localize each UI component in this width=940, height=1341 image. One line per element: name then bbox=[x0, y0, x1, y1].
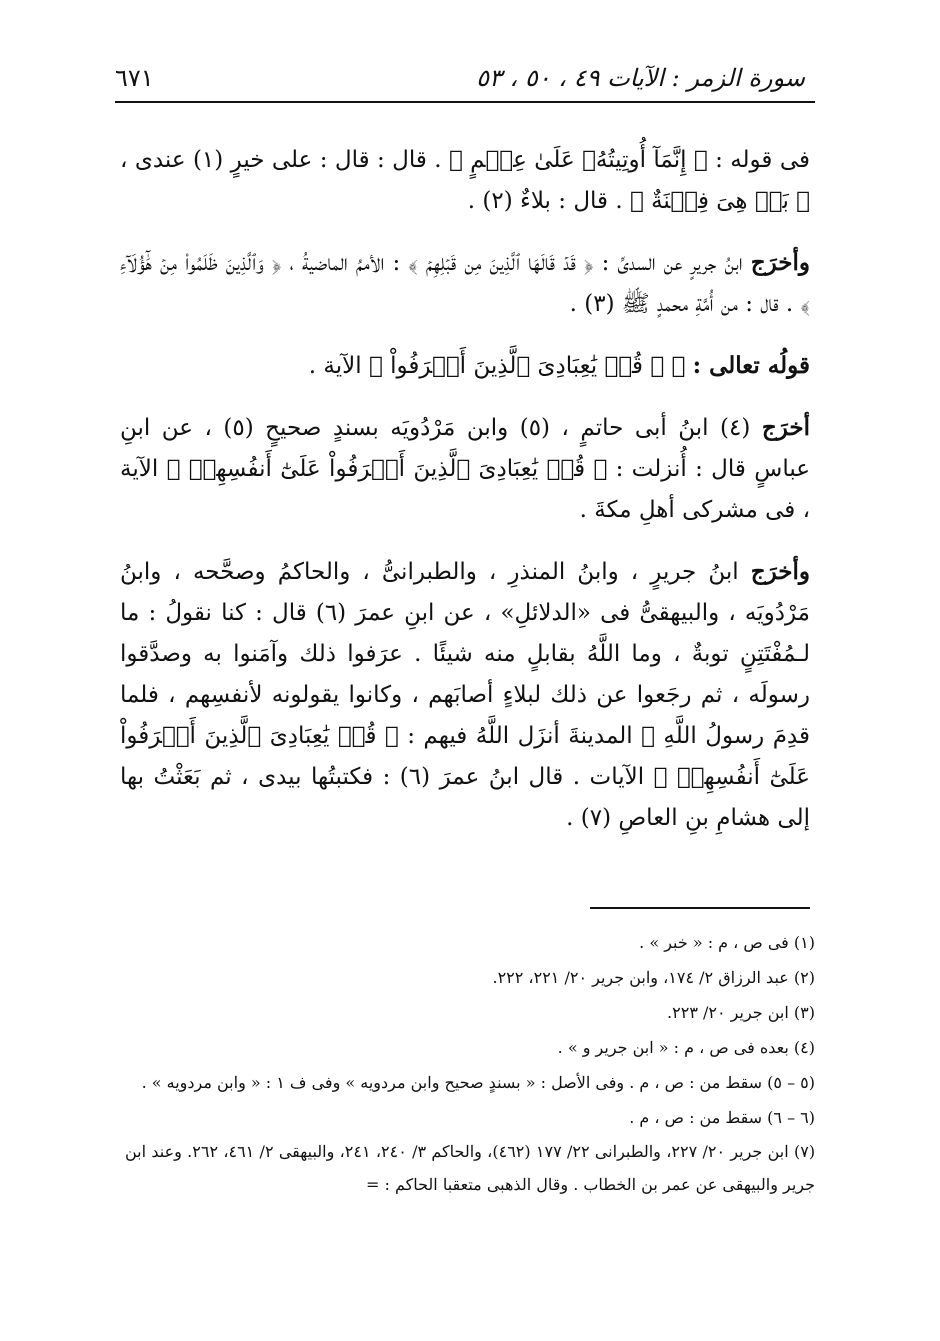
footnote-4: (٤) بعده فى ص ، م : « ابن جرير و » . bbox=[557, 1038, 815, 1057]
running-header bbox=[115, 58, 805, 98]
footnote-6: (٦ – ٦) سقط من : ص ، م . bbox=[629, 1108, 815, 1127]
paragraph-4-lead: أخرَج bbox=[761, 414, 810, 441]
header-title: سورة الزمر : الآيات ٤٩ ، ٥٠ ، ٥٣ bbox=[476, 64, 805, 92]
footnote-7: (٧) ابن جرير ٢٠/ ٢٢٧، والطبرانى ٢٢/ ١٧٧ (٤٦٢)، والحاكم ٣/ ٢٤٠، ٢٤١، والبيهقى ٢/ ٤٦١، ٢٦٢. وعند ابن جرير والبيهقى عن عمر بن الخطاب . وقال الذهبى متعقبا الحاكم : = bbox=[125, 1142, 816, 1194]
paragraph-1: فى قوله : ﴿ إِنَّمَآ أُوتِيتُهُۥ عَلَىٰ عِلۡمٍ ﴾ . قال : قال : على خيرٍ (١) عندى ، ﴿ بَلۡ هِىَ فِتۡنَةٌ ﴾ . قال : بلاءٌ (٢) . bbox=[120, 147, 810, 214]
paragraph-2-text: ابنُ جريرٍ عن السدىِّ : ﴿ قَدۡ قَالَهَا ٱلَّذِينَ مِن قَبۡلِهِمۡ ﴾ : الأممُ الماضيةُ ، ﴿ وَٱلَّذِينَ ظَلَمُواْ مِنۡ هَٰٓؤُلَآءِ ﴾ . قال : من أُمَّةِ محمدٍ ﷺ (٣) . bbox=[120, 250, 810, 317]
paragraph-3 bbox=[120, 345, 810, 387]
footnote-1: (١) فى ص ، م : « خبر » . bbox=[639, 933, 815, 952]
footnote-5: (٥ – ٥) سقط من : ص ، م . وفى الأصل : « بسندٍ صحيح وابن مردويه » وفى ف ١ : « وابن مردويه » . bbox=[141, 1073, 815, 1092]
footnotes bbox=[125, 925, 815, 1201]
footnote-divider bbox=[590, 907, 810, 909]
paragraph-4-text: (٤) ابنُ أبى حاتمٍ ، (٥) وابن مَرْدُويَه بسندٍ صحيحٍ (٥) ، عن ابنِ عباسٍ قال : أُنزلت : ﴿ قُلۡ يَٰعِبَادِىَ ٱلَّذِينَ أَسۡرَفُواْ عَلَىٰٓ أَنفُسِهِمۡ ﴾ الآية ، فى مشركى أهلِ مكةَ . bbox=[120, 415, 810, 523]
paragraph-3-text: ﴿ ۞ قُلۡ يَٰعِبَادِىَ ٱلَّذِينَ أَسۡرَفُواْ ﴾ الآية . bbox=[308, 353, 686, 379]
header-divider bbox=[115, 101, 815, 103]
paragraph-2-lead: وأخرَج bbox=[750, 249, 810, 276]
footnote-2: (٢) عبد الرزاق ٢/ ١٧٤، وابن جرير ٢٠/ ٢٢١، ٢٢٢. bbox=[492, 968, 815, 987]
paragraph-5-lead: وأخرَج bbox=[750, 558, 810, 585]
paragraph-3-lead: قولُه تعالى : bbox=[692, 352, 810, 379]
paragraph-4 bbox=[120, 407, 810, 531]
paragraph-5-text: ابنُ جريرٍ ، وابنُ المنذرِ ، والطبرانىُّ ، والحاكمُ وصحَّحه ، وابنُ مَرْدُويَه ، والبيهقىُّ فى «الدلائلِ» ، عن ابنِ عمرَ (٦) قال : كنا نقولُ : ما لـمُفْتَتِنٍ توبةٌ ، وما اللَّهُ بقابلٍ منه شيئًا . عرَفوا ذلك وآمَنوا به وصدَّقوا رسولَه ، ثم رجَعوا عن ذلك لبلاءٍ أصابَهم ، وكانوا يقولونه لأنفسِهم ، فلما قدِمَ رسولُ اللَّهِ ﷺ المدينةَ أنزَل اللَّهُ فيهم : ﴿ قُلۡ يَٰعِبَادِىَ ٱلَّذِينَ أَسۡرَفُواْ عَلَىٰٓ أَنفُسِهِمۡ ﴾ الآيات . قال ابنُ عمرَ (٦) : فكتبتُها بيدى ، ثم بَعَثْتُ بها إلى هشامِ بنِ العاصِ (٧) . bbox=[120, 559, 811, 831]
page-number: ٦٧١ bbox=[115, 64, 154, 92]
footnote-3: (٣) ابن جرير ٢٠/ ٢٢٣. bbox=[667, 1003, 815, 1022]
paragraph-5 bbox=[120, 551, 810, 839]
main-text bbox=[120, 140, 810, 859]
paragraph-2 bbox=[120, 242, 810, 325]
